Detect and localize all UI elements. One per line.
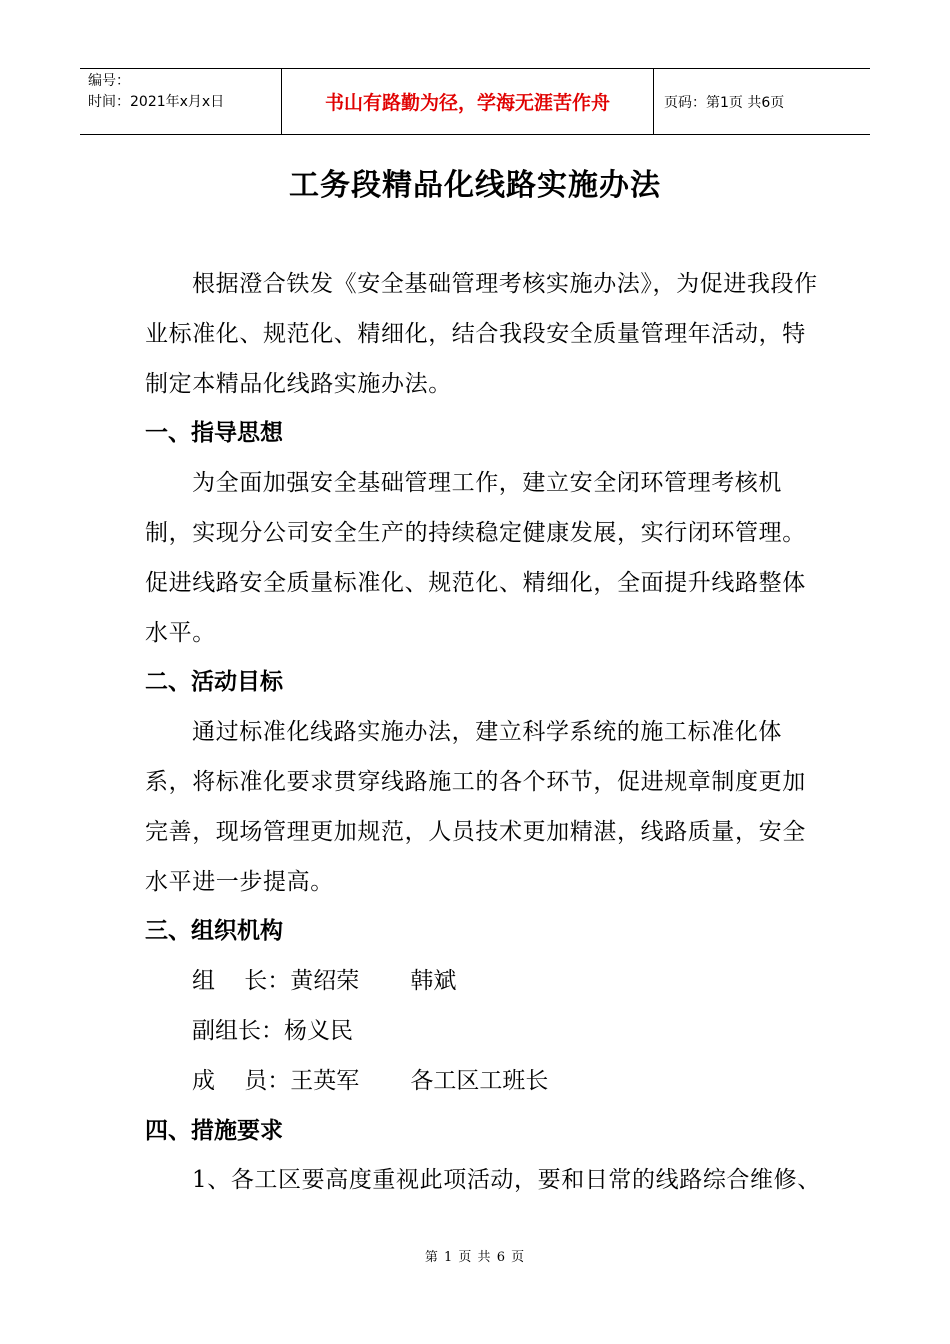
section-heading-2: 二、活动目标 — [145, 669, 283, 696]
page-footer: 第 1 页 共 6 页 — [424, 1250, 526, 1265]
header-page-cell — [654, 69, 870, 134]
intro-paragraph: 根据澄合铁发《安全基础管理考核实施办法》，为促进我段作业标准化、规范化、精细化，结合我段安全质量管理年活动，特制定本精品化线路实施办法。 — [145, 271, 818, 397]
header-motto: 书山有路勤为径，学海无涯苦作舟 — [324, 92, 610, 114]
section-heading-1: 一、指导思想 — [145, 420, 283, 447]
document-number-label: 编号： — [88, 73, 130, 89]
document-time-label: 时间：2021年x月x日 — [88, 94, 225, 110]
header-meta-cell — [80, 69, 282, 134]
section-heading-3: 三、组织机构 — [145, 918, 283, 945]
section-paragraph-2: 通过标准化线路实施办法，建立科学系统的施工标准化体系，将标准化要求贯穿线路施工的各个环节，促进规章制度更加完善，现场管理更加规范，人员技术更加精湛，线路质量，安全水平进一步提高。 — [145, 719, 806, 895]
document-title: 工务段精品化线路实施办法 — [289, 168, 661, 203]
org-member-leader: 组 长：黄绍荣 韩斌 — [192, 968, 457, 995]
header-table — [80, 68, 870, 135]
org-member-deputy: 副组长：杨义民 — [192, 1017, 353, 1044]
section-paragraph-1: 为全面加强安全基础管理工作，建立安全闭环管理考核机制，实现分公司安全生产的持续稳定健康发展，实行闭环管理。促进线路安全质量标准化、规范化、精细化，全面提升线路整体水平。 — [145, 470, 806, 646]
section-heading-4: 四、措施要求 — [145, 1117, 283, 1144]
org-member-staff: 成 员：王英军 各工区工班长 — [192, 1067, 549, 1094]
header-motto-cell — [282, 69, 654, 134]
header-page-info: 页码：第1页 共6页 — [664, 94, 785, 111]
document-body — [145, 260, 825, 1206]
section-paragraph-4: 1、各工区要高度重视此项活动，要和日常的线路综合维修、 — [192, 1167, 821, 1194]
